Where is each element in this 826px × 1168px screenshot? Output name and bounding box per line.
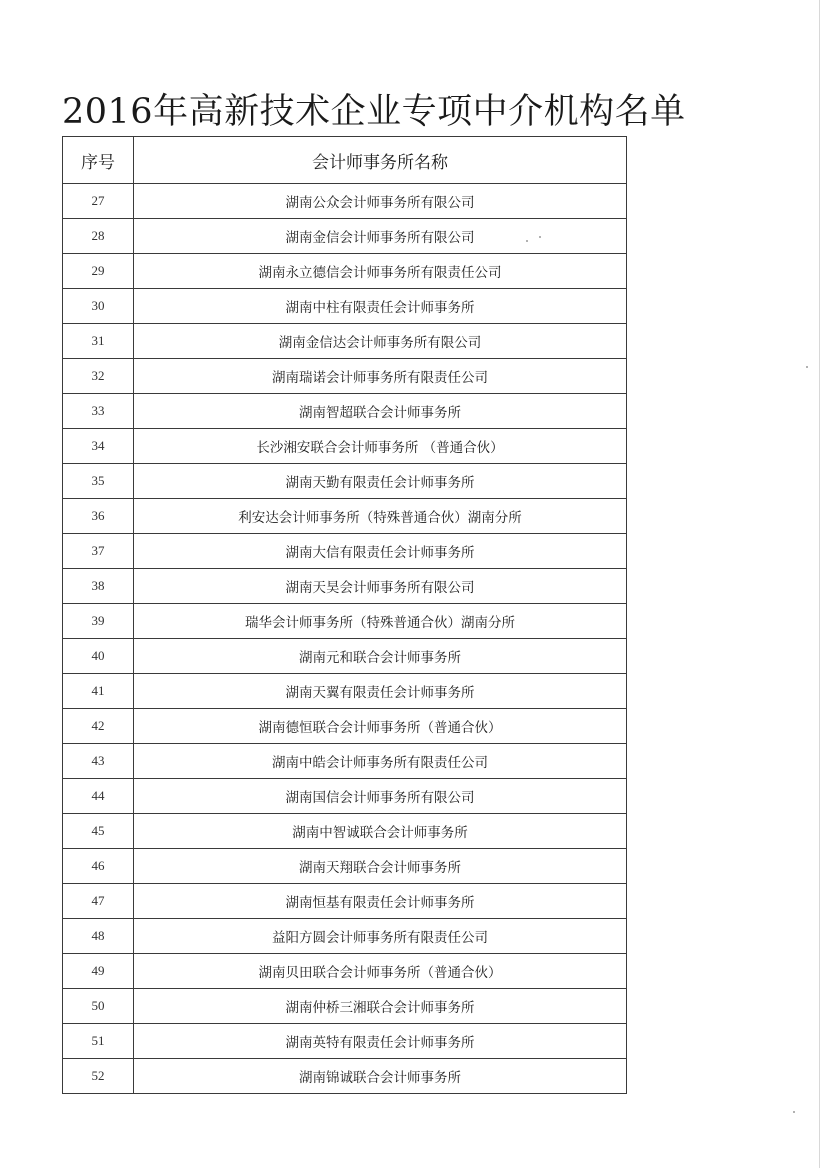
row-index: 29 [63, 254, 134, 289]
row-index: 50 [63, 989, 134, 1024]
scan-page-edge [819, 0, 820, 1168]
row-index: 30 [63, 289, 134, 324]
table-row [63, 499, 627, 534]
table-row [63, 359, 627, 394]
table-row [63, 254, 627, 289]
row-firm-name: 湖南大信有限责任会计师事务所 [134, 534, 627, 569]
table-row [63, 1024, 627, 1059]
row-index: 37 [63, 534, 134, 569]
row-index: 36 [63, 499, 134, 534]
row-index: 28 [63, 219, 134, 254]
row-firm-name: 湖南金信会计师事务所有限公司 [134, 219, 627, 254]
table-row [63, 639, 627, 674]
row-firm-name: 湖南中柱有限责任会计师事务所 [134, 289, 627, 324]
table-row [63, 919, 627, 954]
table-row [63, 429, 627, 464]
row-index: 47 [63, 884, 134, 919]
row-firm-name: 湖南国信会计师事务所有限公司 [134, 779, 627, 814]
firm-roster-table [62, 136, 627, 1094]
table-row [63, 709, 627, 744]
row-firm-name: 湖南中皓会计师事务所有限责任公司 [134, 744, 627, 779]
row-index: 48 [63, 919, 134, 954]
row-index: 38 [63, 569, 134, 604]
table-row [63, 989, 627, 1024]
scan-speck [793, 1111, 795, 1113]
table-row [63, 1059, 627, 1094]
document-title: 2016年高新技术企业专项中介机构名单 [62, 92, 686, 132]
row-firm-name: 长沙湘安联合会计师事务所 （普通合伙） [134, 429, 627, 464]
row-firm-name: 湖南仲桥三湘联合会计师事务所 [134, 989, 627, 1024]
table-header-row [63, 137, 627, 184]
table-row [63, 744, 627, 779]
row-firm-name: 利安达会计师事务所（特殊普通合伙）湖南分所 [134, 499, 627, 534]
table-row [63, 674, 627, 709]
row-index: 40 [63, 639, 134, 674]
row-firm-name: 湖南锦诚联合会计师事务所 [134, 1059, 627, 1094]
row-index: 49 [63, 954, 134, 989]
table-row [63, 814, 627, 849]
row-firm-name: 湖南天翼有限责任会计师事务所 [134, 674, 627, 709]
row-index: 44 [63, 779, 134, 814]
row-firm-name: 湖南天昊会计师事务所有限公司 [134, 569, 627, 604]
row-firm-name: 益阳方圆会计师事务所有限责任公司 [134, 919, 627, 954]
row-firm-name: 湖南中智诚联合会计师事务所 [134, 814, 627, 849]
row-firm-name: 瑞华会计师事务所（特殊普通合伙）湖南分所 [134, 604, 627, 639]
row-firm-name: 湖南天翔联合会计师事务所 [134, 849, 627, 884]
table-row [63, 779, 627, 814]
row-firm-name: 湖南元和联合会计师事务所 [134, 639, 627, 674]
row-firm-name: 湖南智超联合会计师事务所 [134, 394, 627, 429]
table-row [63, 184, 627, 219]
row-firm-name: 湖南瑞诺会计师事务所有限责任公司 [134, 359, 627, 394]
row-index: 41 [63, 674, 134, 709]
row-index: 27 [63, 184, 134, 219]
row-index: 43 [63, 744, 134, 779]
header-index: 序号 [63, 137, 134, 184]
row-index: 45 [63, 814, 134, 849]
table-row [63, 954, 627, 989]
table-row [63, 394, 627, 429]
table-row [63, 569, 627, 604]
scan-speck [806, 366, 808, 368]
table-body [63, 184, 627, 1094]
row-firm-name: 湖南德恒联合会计师事务所（普通合伙） [134, 709, 627, 744]
row-index: 34 [63, 429, 134, 464]
row-firm-name: 湖南贝田联合会计师事务所（普通合伙） [134, 954, 627, 989]
table-row [63, 219, 627, 254]
row-firm-name: 湖南公众会计师事务所有限公司 [134, 184, 627, 219]
header-firm-name: 会计师事务所名称 [134, 137, 627, 184]
row-firm-name: 湖南永立德信会计师事务所有限责任公司 [134, 254, 627, 289]
table-row [63, 849, 627, 884]
row-index: 51 [63, 1024, 134, 1059]
row-index: 46 [63, 849, 134, 884]
row-firm-name: 湖南恒基有限责任会计师事务所 [134, 884, 627, 919]
row-index: 32 [63, 359, 134, 394]
table-row [63, 324, 627, 359]
table-row [63, 464, 627, 499]
row-index: 39 [63, 604, 134, 639]
row-firm-name: 湖南英特有限责任会计师事务所 [134, 1024, 627, 1059]
row-index: 52 [63, 1059, 134, 1094]
row-firm-name: 湖南金信达会计师事务所有限公司 [134, 324, 627, 359]
table-row [63, 884, 627, 919]
row-firm-name: 湖南天勤有限责任会计师事务所 [134, 464, 627, 499]
table-row [63, 534, 627, 569]
table-row [63, 604, 627, 639]
row-index: 33 [63, 394, 134, 429]
row-index: 35 [63, 464, 134, 499]
row-index: 42 [63, 709, 134, 744]
row-index: 31 [63, 324, 134, 359]
table-row [63, 289, 627, 324]
